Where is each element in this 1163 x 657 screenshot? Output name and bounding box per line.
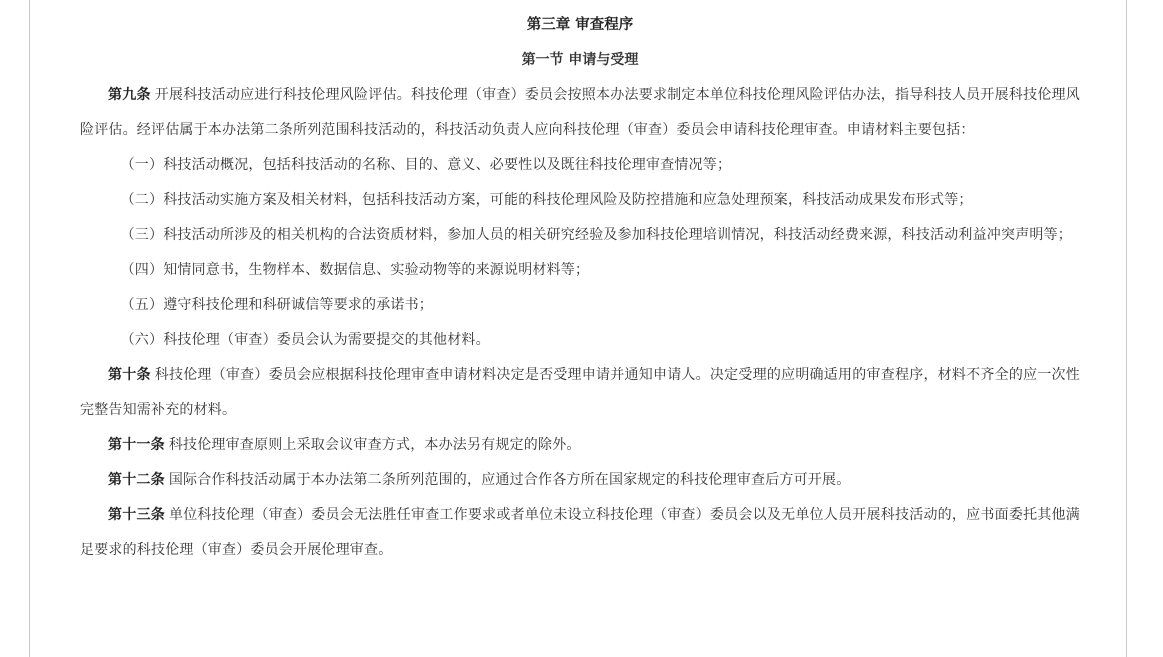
article-11 [80,428,1080,463]
document-page [29,0,1127,657]
article-11-text: 科技伦理审查原则上采取会议审查方式，本办法另有规定的除外。 [168,437,581,453]
article-9-item-6: （六）科技伦理（审查）委员会认为需要提交的其他材料。 [120,332,490,348]
article-9-item-4: （四）知情同意书，生物样本、数据信息、实验动物等的来源说明材料等； [120,262,590,278]
article-13-label: 第十三条 [108,507,165,523]
article-13-text: 单位科技伦理（审查）委员会无法胜任审查工作要求或者单位未设立科技伦理（审查）委员会以及无单位人员开展科技活动的，应书面委托其他满足要求的科技伦理（审查）委员会开展伦理审查。 [80,507,1080,558]
document-content [80,8,1080,568]
article-12-label: 第十二条 [108,472,165,488]
article-9-item-1: （一）科技活动概况，包括科技活动的名称、目的、意义、必要性以及既往科技伦理审查情况等； [120,157,732,173]
article-12-text: 国际合作科技活动属于本办法第二条所列范围的，应通过合作各方所在国家规定的科技伦理审查后方可开展。 [168,472,851,488]
article-9-item-3: （三）科技活动所涉及的相关机构的合法资质材料，参加人员的相关研究经验及参加科技伦理培训情况，科技活动经费来源，科技活动利益冲突声明等； [120,227,1072,243]
article-9-text: 开展科技活动应进行科技伦理风险评估。科技伦理（审查）委员会按照本办法要求制定本单位科技伦理风险评估办法，指导科技人员开展科技伦理风险评估。经评估属于本办法第二条所列范围科技活动的，科技活动负责人应向科技伦理（审查）委员会申请科技伦理审查。申请材料主要包括： [80,87,1080,138]
article-9-item-5: （五）遵守科技伦理和科研诚信等要求的承诺书； [120,297,433,313]
article-10 [80,358,1080,428]
chapter-title: 第三章 审查程序 [526,17,634,33]
article-9 [80,78,1080,148]
article-9-item-2: （二）科技活动实施方案及相关材料，包括科技活动方案，可能的科技伦理风险及防控措施和应急处理预案，科技活动成果发布形式等； [120,192,973,208]
article-9-label: 第九条 [108,87,151,103]
article-10-label: 第十条 [108,367,151,383]
article-11-label: 第十一条 [108,437,165,453]
article-13 [80,498,1080,568]
section-title: 第一节 申请与受理 [521,52,639,68]
article-12 [80,463,1080,498]
article-10-text: 科技伦理（审查）委员会应根据科技伦理审查申请材料决定是否受理申请并通知申请人。决定受理的应明确适用的审查程序，材料不齐全的应一次性完整告知需补充的材料。 [80,367,1080,418]
